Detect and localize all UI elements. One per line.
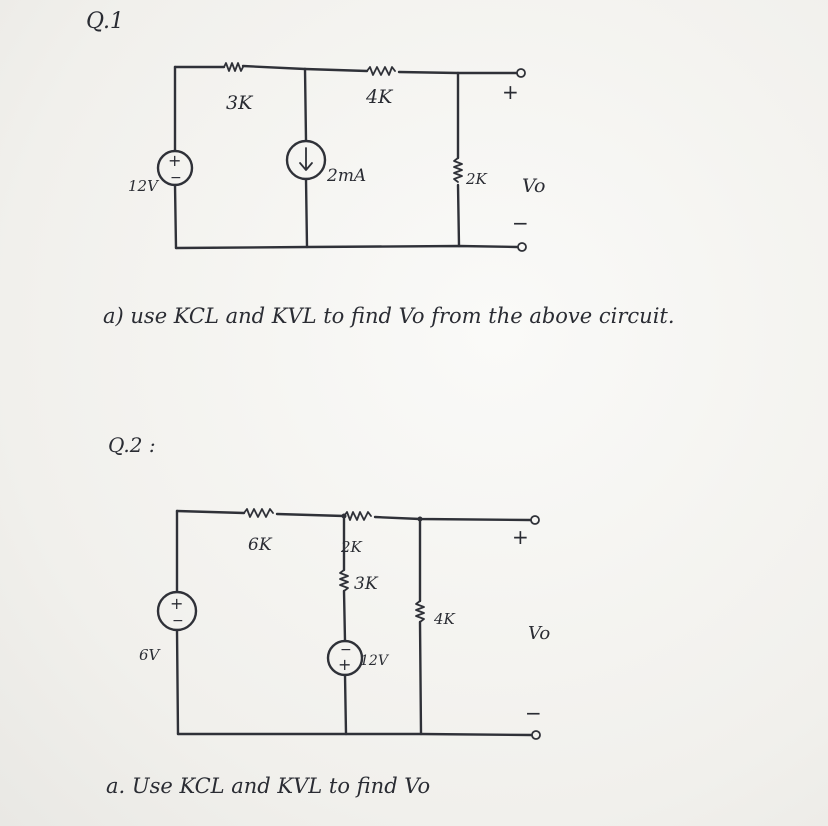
q2-minus-vo: −: [525, 701, 542, 725]
q2-resistor-4k-label: 4K: [434, 610, 455, 628]
q1-vo-label: Vo: [522, 175, 546, 197]
q2-resistor-6k-label: 6K: [248, 535, 272, 555]
q2-source1-plus: +: [170, 594, 184, 613]
q2-label: Q.2 :: [108, 433, 156, 457]
q2-source1-minus: −: [172, 613, 184, 629]
q2-resistor-3k: [340, 570, 348, 591]
q1-source-minus: −: [170, 170, 182, 186]
q1-resistor-4k: [367, 67, 395, 75]
q1-circuit: [128, 63, 545, 251]
q2-terminal-top: [531, 516, 539, 524]
q2-source-12v-label: 12V: [360, 653, 388, 669]
q2-resistor-2k: [344, 512, 371, 520]
q2-circuit: [139, 509, 550, 739]
q1-question: a) use KCL and KVL to find Vo from the above circuit.: [103, 304, 675, 328]
q1-resistor-3k-label: 3K: [226, 92, 253, 114]
q1-resistor-3k: [224, 63, 243, 71]
q1-terminal-bottom: [518, 243, 526, 251]
q1-plus-vo: +: [502, 80, 519, 104]
q2-resistor-4k: [416, 601, 424, 622]
q2-question: a. Use KCL and KVL to find Vo: [106, 774, 431, 798]
q1-terminal-top: [517, 69, 525, 77]
q2-terminal-bottom: [532, 731, 540, 739]
q1-resistor-2k: [454, 158, 462, 182]
q1-label: Q.1: [86, 9, 124, 34]
q1-source-plus: +: [168, 151, 182, 170]
q1-resistor-4k-label: 4K: [366, 86, 393, 108]
q2-resistor-2k-label: 2K: [341, 538, 362, 556]
q1-resistor-2k-label: 2K: [466, 170, 487, 188]
q2-resistor-6k: [244, 509, 273, 517]
q1-source-12v-label: 12V: [128, 177, 158, 195]
q1-current-2ma-label: 2mA: [327, 166, 367, 186]
q2-vo-label: Vo: [528, 623, 551, 644]
q1-minus-vo: −: [512, 211, 529, 235]
q2-source-6v-label: 6V: [139, 646, 160, 664]
q2-source2-minus: −: [340, 642, 352, 658]
q2-resistor-3k-label: 3K: [354, 574, 378, 594]
arrow-down-icon: [300, 148, 312, 170]
q2-plus-vo: +: [512, 525, 529, 549]
q2-source2-plus: +: [338, 655, 352, 674]
